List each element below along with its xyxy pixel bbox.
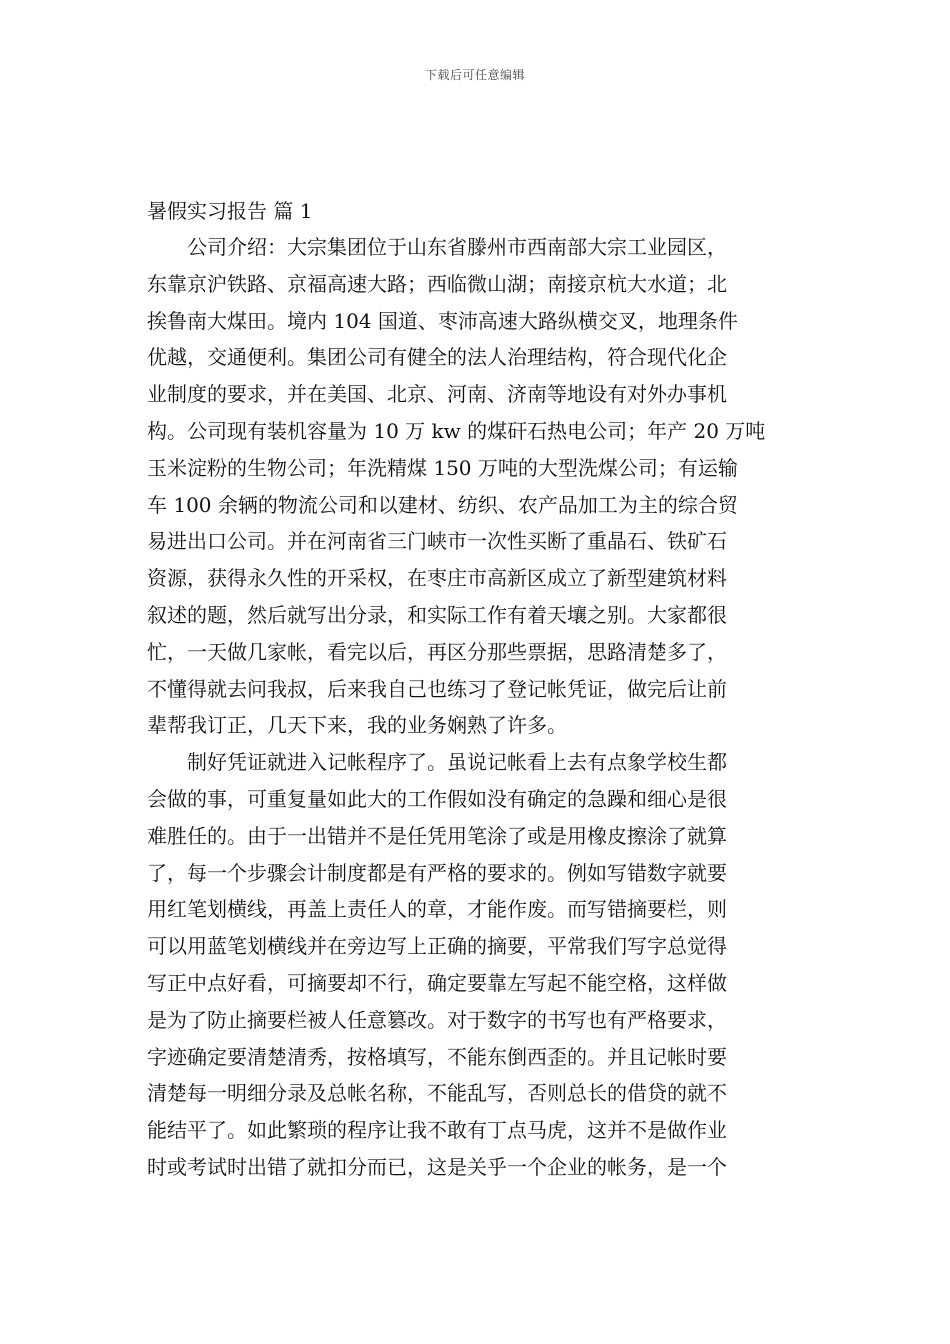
text-line: 会做的事，可重复量如此大的工作假如没有确定的急躁和细心是很 — [147, 786, 727, 811]
text-line: 写正中点好看，可摘要却不行，确定要靠左写起不能空格，这样做 — [147, 970, 727, 995]
text-line: 叙述的题，然后就写出分录，和实际工作有着天壤之别。大家都很 — [147, 602, 727, 627]
text-line: 易进出口公司。并在河南省三门峡市一次性买断了重晶石、铁矿石 — [147, 529, 727, 554]
text-line: 东靠京沪铁路、京福高速大路；西临微山湖；南接京杭大水道；北 — [147, 271, 727, 296]
text-line: 优越，交通便利。集团公司有健全的法人治理结构，符合现代化企 — [147, 345, 727, 370]
text-line: 公司介绍：大宗集团位于山东省滕州市西南部大宗工业园区， — [187, 235, 727, 259]
text-line: 不懂得就去问我叔，后来我自己也练习了登记帐凭证，做完后让前 — [147, 676, 727, 701]
text-line: 用红笔划横线，再盖上责任人的章，才能作废。而写错摘要栏，则 — [147, 897, 727, 922]
text-line: 挨鲁南大煤田。境内 104 国道、枣沛高速大路纵横交叉，地理条件 — [147, 308, 738, 333]
text-line: 了，每一个步骤会计制度都是有严格的要求的。例如写错数字就要 — [147, 860, 727, 885]
text-line: 清楚每一明细分录及总帐名称，不能乱写，否则总长的借贷的就不 — [147, 1081, 727, 1106]
text-line: 忙，一天做几家帐，看完以后，再区分那些票据，思路清楚多了， — [147, 639, 727, 664]
text-line: 可以用蓝笔划横线并在旁边写上正确的摘要，平常我们写字总觉得 — [147, 934, 727, 959]
text-line: 构。公司现有装机容量为 10 万 kw 的煤矸石热电公司；年产 20 万吨 — [147, 418, 766, 443]
paragraph-company-intro — [147, 229, 807, 744]
text-line: 辈帮我订正，几天下来，我的业务娴熟了许多。 — [147, 713, 567, 738]
text-line: 制好凭证就进入记帐程序了。虽说记帐看上去有点象学校生都 — [187, 750, 727, 775]
text-line: 能结平了。如此繁琐的程序让我不敢有丁点马虎，这并不是做作业 — [147, 1118, 727, 1143]
text-line: 是为了防止摘要栏被人任意篡改。对于数字的书写也有严格要求， — [147, 1007, 727, 1032]
text-line: 业制度的要求，并在美国、北京、河南、济南等地设有对外办事机 — [147, 382, 727, 407]
document-body — [147, 193, 807, 1186]
text-line: 车 100 余辆的物流公司和以建材、纺织、农产品加工为主的综合贸 — [147, 492, 738, 517]
text-line: 难胜任的。由于一出错并不是任凭用笔涂了或是用橡皮擦涂了就算 — [147, 823, 727, 848]
paragraph-bookkeeping — [147, 744, 807, 1186]
text-line: 时或考试时出错了就扣分而已，这是关乎一个企业的帐务，是一个 — [147, 1154, 727, 1179]
text-line: 玉米淀粉的生物公司；年洗精煤 150 万吨的大型洗煤公司；有运输 — [147, 455, 738, 480]
header-note: 下载后可任意编辑 — [424, 68, 525, 82]
document-title: 暑假实习报告 篇 1 — [147, 199, 313, 223]
text-line: 字迹确定要清楚清秀，按格填写，不能东倒西歪的。并且记帐时要 — [147, 1044, 727, 1069]
text-line: 资源，获得永久性的开采权，在枣庄市高新区成立了新型建筑材料 — [147, 566, 727, 591]
